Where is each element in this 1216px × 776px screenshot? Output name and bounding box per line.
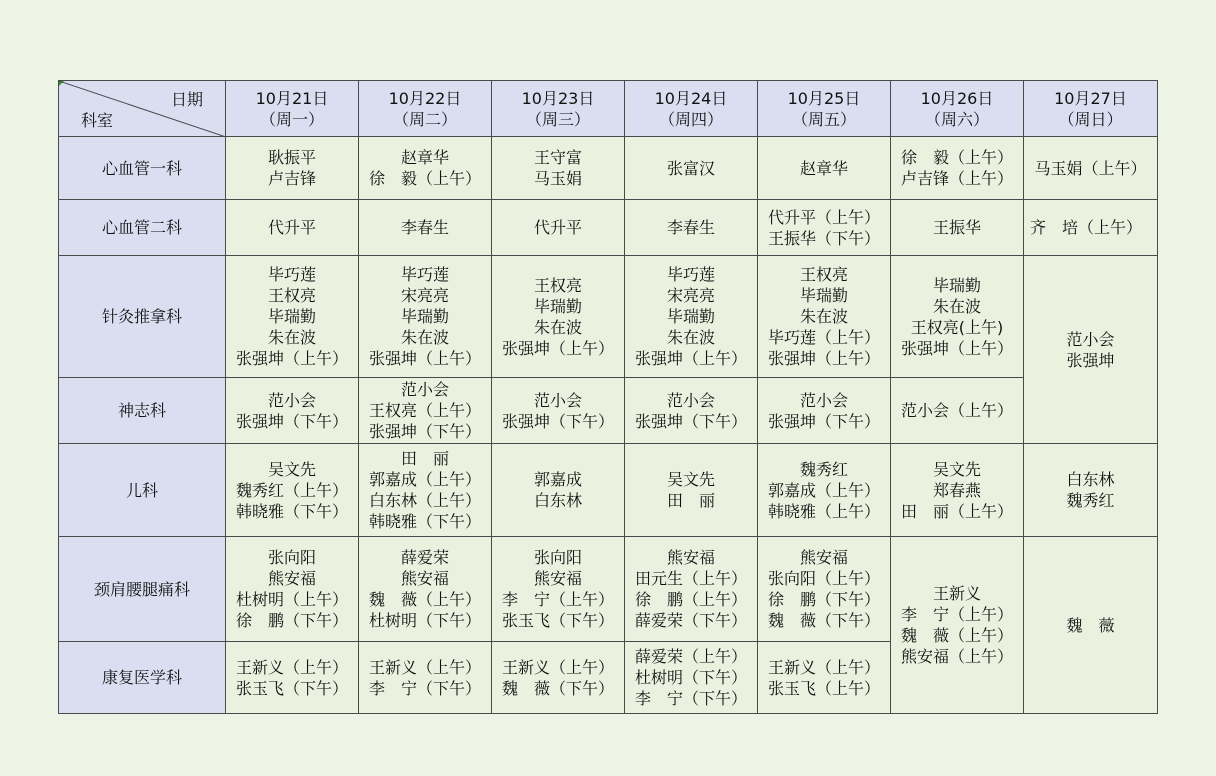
duty-cell [492,137,625,200]
staff-entry: 徐 鹏（下午） [235,611,348,630]
staff-entry: 薛爱荣（下午） [634,611,747,630]
staff-entry: 张强坤（下午） [368,422,481,441]
staff-entry: 王权亮 [533,275,582,295]
staff-entry: 毕巧莲 [666,265,715,284]
staff-entry: 田 丽 [400,449,449,468]
duty-cell [226,444,359,537]
staff-entry: 朱在波 [666,328,715,347]
staff-entry: 吴文先 [932,459,981,479]
staff-entry: 王守富 [533,148,582,167]
staff-entry: 张强坤（下午） [767,411,880,431]
duty-cell [625,200,758,256]
day-date: 10月25日 [787,88,861,108]
staff-entry: 朱在波 [400,328,449,347]
staff-entry: 田元生（上午） [634,569,747,588]
staff-entry: 魏秀红 [799,459,848,479]
staff-entry: 齐 培（上午） [1030,218,1143,237]
staff-entry: 徐 毅（上午） [368,169,481,188]
staff-entry: 张向阳 [533,548,582,567]
day-weekday: （周六） [924,109,989,129]
staff-entry: 吴文先 [666,470,715,489]
corner-header [59,81,226,137]
duty-cell-merged [1024,537,1158,714]
duty-cell [226,537,359,642]
duty-cell [226,200,359,256]
staff-entry: 魏 薇（上午） [368,590,481,609]
duty-cell [226,137,359,200]
duty-cell [359,200,492,256]
staff-entry: 王新义（上午） [501,657,614,677]
duty-cell-merged [1024,256,1158,444]
duty-cell [758,378,891,444]
staff-entry: 王新义（上午） [767,657,880,677]
duty-cell [758,642,891,714]
duty-cell [492,378,625,444]
staff-entry: 毕瑞勤 [533,296,582,316]
staff-entry: 代升平（上午） [767,207,880,227]
header-row [59,81,1158,137]
staff-entry: 卢吉锋（上午） [900,169,1013,188]
staff-entry: 白东林 [1066,470,1115,489]
duty-cell [758,444,891,537]
staff-entry: 田 丽 [666,491,715,510]
duty-cell [891,200,1024,256]
staff-entry: 李 宁（上午） [501,590,614,609]
row-cardio1 [59,137,1158,200]
staff-entry: 薛爱荣 [400,548,449,567]
staff-entry: 张强坤（上午） [368,349,481,368]
staff-entry: 徐 鹏（上午） [634,590,747,609]
date-label: 日期 [170,90,203,109]
day-date: 10月22日 [388,88,462,108]
duty-cell-merged [891,537,1024,714]
duty-cell [359,137,492,200]
duty-cell [492,256,625,378]
day-weekday: （周二） [392,109,457,129]
staff-entry: 张玉飞（上午） [767,678,880,698]
day-header [625,81,758,137]
staff-entry: 张强坤（上午） [235,349,348,368]
duty-cell [625,642,758,714]
staff-entry: 王振华 [932,218,981,237]
staff-entry: 范小会 [666,390,715,410]
staff-entry: 代升平 [533,218,582,237]
staff-entry: 范小会 [799,390,848,410]
row-shenzhi [59,378,1158,444]
staff-entry: 王新义（上午） [235,657,348,677]
staff-entry: 徐 毅（上午） [900,148,1013,167]
staff-entry: 郑春燕 [932,480,981,500]
staff-entry: 张玉飞（下午） [235,678,348,698]
staff-entry: 毕瑞勤 [932,275,981,295]
staff-entry: 张强坤（上午） [900,338,1013,358]
staff-entry: 徐 鹏（下午） [767,590,880,609]
staff-entry: 范小会 [1066,329,1115,349]
duty-cell [492,200,625,256]
department-name: 心血管一科 [59,137,226,200]
day-weekday: （周五） [791,109,856,129]
department-name: 颈肩腰腿痛科 [59,537,226,642]
staff-entry: 毕瑞勤 [666,307,715,326]
duty-cell [226,378,359,444]
day-date: 10月27日 [1054,88,1127,108]
staff-entry: 耿振平 [267,148,316,167]
staff-entry: 毕巧莲 [400,265,449,284]
staff-entry: 王振华（下午） [767,228,880,248]
duty-cell [492,642,625,714]
staff-entry: 郭嘉成（上午） [368,470,481,489]
department-name: 康复医学科 [59,642,226,714]
staff-entry: 王权亮 [267,286,316,305]
staff-entry: 张富汉 [666,158,715,178]
duty-cell [359,642,492,714]
staff-entry: 马玉娟（上午） [1034,158,1147,178]
staff-entry: 魏 薇（上午） [900,626,1013,645]
staff-entry: 韩晓雅（下午） [235,501,348,521]
row-pediatrics [59,444,1158,537]
staff-entry: 魏 薇 [1066,615,1115,635]
day-weekday: （周四） [658,109,723,129]
staff-entry: 郭嘉成（上午） [767,480,880,500]
duty-cell [226,256,359,378]
staff-entry: 朱在波 [932,296,981,316]
staff-entry: 张强坤（下午） [501,411,614,431]
duty-cell [891,137,1024,200]
day-header [359,81,492,137]
duty-cell [891,444,1024,537]
staff-entry: 张强坤（上午） [767,349,880,368]
duty-cell [625,256,758,378]
staff-entry: 李 宁（下午） [368,678,481,698]
duty-cell [625,378,758,444]
staff-entry: 魏 薇（下午） [767,611,880,630]
duty-cell [359,444,492,537]
staff-entry: 张向阳 [267,548,316,567]
duty-cell [1024,200,1158,256]
staff-entry: 张强坤（上午） [634,349,747,368]
staff-entry: 张向阳（上午） [767,569,880,588]
staff-entry: 张玉飞（下午） [501,611,614,630]
staff-entry: 杜树明（上午） [235,590,348,609]
staff-entry: 宋亮亮 [400,286,449,305]
staff-entry: 毕瑞勤 [400,307,449,326]
duty-cell [758,137,891,200]
staff-entry: 李春生 [666,218,715,237]
staff-entry: 熊安福 [400,569,449,588]
duty-cell [359,537,492,642]
staff-entry: 韩晓雅（上午） [767,501,880,521]
staff-entry: 卢吉锋 [267,169,316,188]
duty-cell [1024,444,1158,537]
duty-cell [359,256,492,378]
staff-entry: 王权亮 [799,265,848,284]
row-cardio2 [59,200,1158,256]
department-name: 儿科 [59,444,226,537]
staff-entry: 赵章华 [799,158,848,178]
staff-entry: 赵章华 [400,148,449,167]
staff-entry: 朱在波 [267,328,316,347]
staff-entry: 薛爱荣（上午） [634,647,747,666]
staff-entry: 毕瑞勤 [267,307,316,326]
row-acupuncture [59,256,1158,378]
duty-cell [625,537,758,642]
duty-cell [891,378,1024,444]
day-header [1024,81,1158,137]
staff-entry: 王权亮(上午) [910,317,1004,337]
day-weekday: （周三） [525,109,590,129]
staff-entry: 白东林（上午） [368,491,481,510]
staff-entry: 吴文先 [267,459,316,479]
day-date: 10月23日 [521,88,595,108]
staff-entry: 毕巧莲 [267,265,316,284]
day-date: 10月21日 [255,88,329,108]
staff-entry: 熊安福（上午） [900,647,1013,666]
day-date: 10月24日 [654,88,728,108]
staff-entry: 代升平 [267,218,316,237]
row-neck-shoulder [59,537,1158,642]
staff-entry: 熊安福 [799,548,848,567]
duty-cell [891,256,1024,378]
staff-entry: 郭嘉成 [533,470,582,489]
staff-entry: 韩晓雅（下午） [368,512,481,531]
duty-cell [359,378,492,444]
department-name: 心血管二科 [59,200,226,256]
duty-cell [1024,137,1158,200]
staff-entry: 魏秀红 [1066,491,1115,510]
duty-schedule-table [58,80,1158,714]
staff-entry: 熊安福 [533,569,582,588]
department-name: 针灸推拿科 [59,256,226,378]
day-header [226,81,359,137]
duty-cell [758,256,891,378]
staff-entry: 杜树明（下午） [368,611,481,630]
staff-entry: 毕瑞勤 [799,286,848,305]
duty-cell [758,537,891,642]
staff-entry: 王权亮（上午） [368,401,481,420]
staff-entry: 朱在波 [533,317,582,337]
duty-cell [492,444,625,537]
day-header [891,81,1024,137]
staff-entry: 李 宁（上午） [900,605,1013,624]
day-date: 10月26日 [920,88,994,108]
staff-entry: 王新义（上午） [368,657,481,677]
staff-entry: 朱在波 [799,307,848,326]
staff-entry: 范小会（上午） [900,401,1013,420]
duty-cell [758,200,891,256]
staff-entry: 李春生 [400,218,449,237]
day-header [492,81,625,137]
staff-entry: 魏秀红（上午） [235,480,348,500]
staff-entry: 张强坤（上午） [501,338,614,358]
staff-entry: 杜树明（下午） [634,668,747,687]
department-label: 科室 [81,111,114,130]
staff-entry: 魏 薇（下午） [501,678,614,698]
staff-entry: 熊安福 [666,548,715,567]
staff-entry: 张强坤（下午） [235,411,348,431]
staff-entry: 范小会 [267,390,316,410]
staff-entry: 范小会 [400,380,449,399]
staff-entry: 毕巧莲（上午） [767,328,880,347]
staff-entry: 王新义 [932,584,981,603]
staff-entry: 李 宁（下午） [634,689,747,708]
staff-entry: 宋亮亮 [666,286,715,305]
duty-cell [625,444,758,537]
day-weekday: （周一） [259,109,324,129]
duty-cell [625,137,758,200]
staff-entry: 范小会 [533,390,582,410]
staff-entry: 田 丽（上午） [900,501,1013,521]
staff-entry: 张强坤（下午） [634,411,747,431]
staff-entry: 马玉娟 [533,169,582,188]
day-header [758,81,891,137]
department-name: 神志科 [59,378,226,444]
day-weekday: （周日） [1058,109,1123,129]
duty-cell [492,537,625,642]
staff-entry: 张强坤 [1066,350,1115,370]
staff-entry: 熊安福 [267,569,316,588]
staff-entry: 白东林 [533,491,582,510]
duty-cell [226,642,359,714]
